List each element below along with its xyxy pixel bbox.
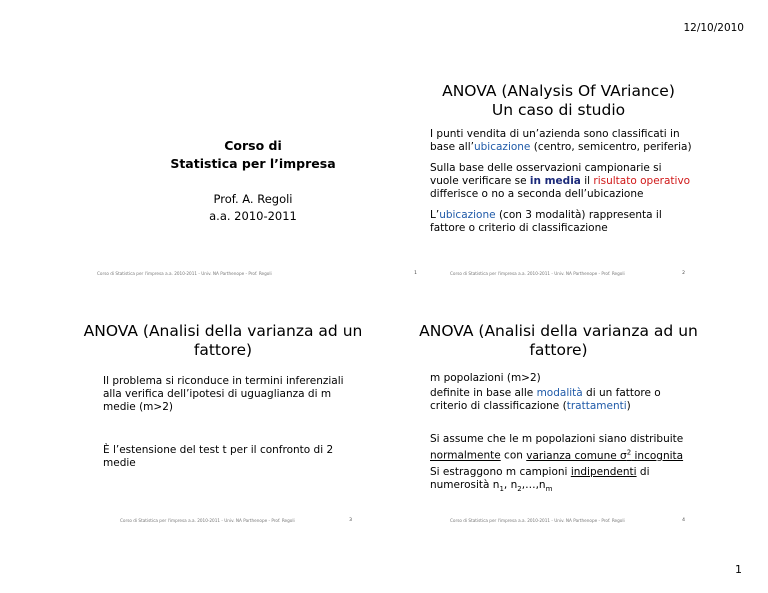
slide-number: 2 xyxy=(682,271,685,276)
course-title-line1: Corso di xyxy=(224,138,282,153)
slide-title: ANOVA (Analisi della varianza ad un fattore) xyxy=(83,322,363,359)
paragraph-assunzione: Si assume che le m popolazioni siano distribuite normalmente con varianza comune $\sigma^2$ incognita xyxy=(430,433,684,462)
page-number: 1 xyxy=(735,563,742,576)
slide-number: 1 xyxy=(414,271,417,276)
slide-3 xyxy=(83,312,363,537)
slide-2 xyxy=(416,65,701,290)
footer-text: Corso di Statistica per l'impresa a.a. 2010-2011 - Univ. NA Parthenope - Prof. Regoli xyxy=(450,271,625,276)
paragraph-ubicazione: I punti vendita di un’azienda sono classificati in base all’ubicazione (centro, semicentro, periferia) xyxy=(430,128,692,153)
paragraph-popolazioni: m popolazioni (m>2) xyxy=(430,372,541,384)
slide-body xyxy=(430,372,685,504)
slide-1 xyxy=(83,65,423,290)
paragraph-problema: Il problema si riconduce in termini inferenziali alla verifica dell’ipotesi di uguaglianza di m medie (m>2) xyxy=(103,375,344,413)
course-author: Prof. A. Regoli xyxy=(213,192,293,206)
paragraph-campioni: Si estraggono m campioni indipendenti di numerosità $n_1$, $n_2,\dots,n_m$ xyxy=(430,465,650,493)
slide-title-line2: Un caso di studio xyxy=(491,101,626,119)
paragraph-definite: definite in base alle modalità di un fattore o criterio di classificazione (trattamenti) xyxy=(430,387,661,412)
footer-text: Corso di Statistica per l'impresa a.a. 2010-2011 - Univ. NA Parthenope - Prof. Regoli xyxy=(450,518,625,523)
paragraph-obiettivo: Sulla base delle osservazioni campionarie si vuole verificare se in media il risultato operativo differisce o no a seconda dell’ubicazione xyxy=(430,162,691,200)
slide-number: 3 xyxy=(349,518,352,523)
footer-text: Corso di Statistica per l'impresa a.a. 2010-2011 - Univ. NA Parthenope - Prof. Regoli xyxy=(120,518,295,523)
paragraph-estensione: È l’estensione del test t per il confronto di 2 medie xyxy=(103,444,334,469)
slide-4 xyxy=(416,312,701,537)
course-title xyxy=(83,137,423,173)
course-author-block xyxy=(83,191,423,225)
slide-number: 4 xyxy=(682,518,685,523)
slide-body xyxy=(103,375,344,478)
course-year: a.a. 2010-2011 xyxy=(209,209,297,223)
slide-title xyxy=(416,82,701,120)
paragraph-fattore: L’ubicazione (con 3 modalità) rappresenta il fattore o criterio di classificazione xyxy=(430,209,662,234)
header-date: 12/10/2010 xyxy=(683,22,744,34)
slide-body xyxy=(430,128,693,243)
footer-text: Corso di Statistica per l'impresa a.a. 2010-2011 - Univ. NA Parthenope - Prof. Regoli xyxy=(97,271,272,276)
slide-title-line1: ANOVA (ANalysis Of VAriance) xyxy=(442,82,675,100)
course-title-line2: Statistica per l’impresa xyxy=(170,156,336,171)
slide-title: ANOVA (Analisi della varianza ad un fattore) xyxy=(419,322,698,359)
